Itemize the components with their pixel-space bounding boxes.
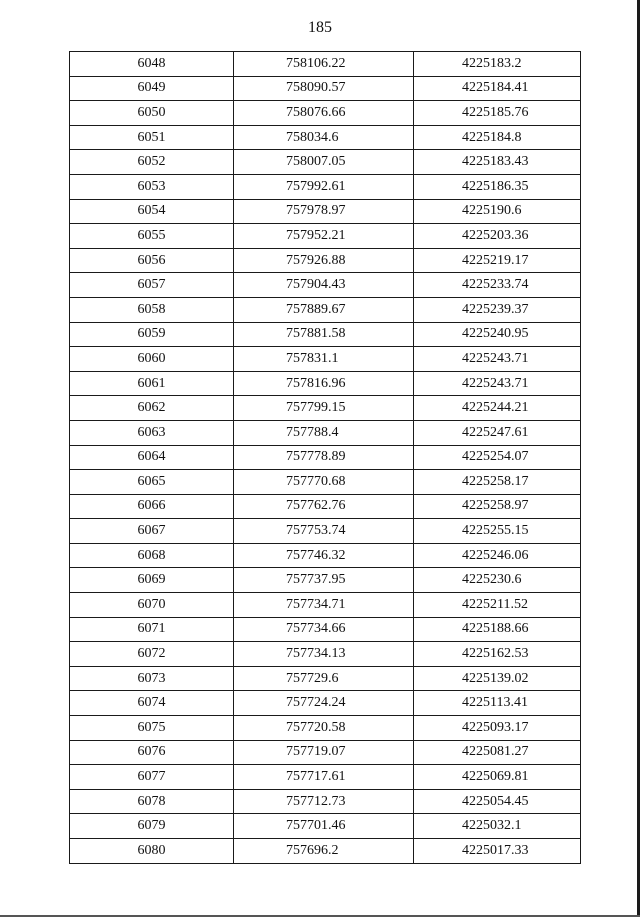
point-id-cell: 6060 <box>70 347 234 372</box>
y-coordinate-cell: 4225185.76 <box>414 101 581 126</box>
table-row <box>70 297 581 322</box>
table-row <box>70 52 581 77</box>
y-coordinate-cell: 4225162.53 <box>414 642 581 667</box>
y-coordinate-cell: 4225255.15 <box>414 519 581 544</box>
y-coordinate-cell: 4225246.06 <box>414 543 581 568</box>
x-coordinate-cell: 757701.46 <box>234 814 414 839</box>
point-id-cell: 6076 <box>70 740 234 765</box>
x-coordinate-cell: 757778.89 <box>234 445 414 470</box>
y-coordinate-cell: 4225093.17 <box>414 716 581 741</box>
table-row <box>70 470 581 495</box>
table-row <box>70 666 581 691</box>
y-coordinate-cell: 4225243.71 <box>414 371 581 396</box>
table-row <box>70 322 581 347</box>
y-coordinate-cell: 4225244.21 <box>414 396 581 421</box>
x-coordinate-cell: 757770.68 <box>234 470 414 495</box>
table-row <box>70 371 581 396</box>
table-row <box>70 839 581 864</box>
x-coordinate-cell: 757734.66 <box>234 617 414 642</box>
x-coordinate-cell: 757753.74 <box>234 519 414 544</box>
point-id-cell: 6062 <box>70 396 234 421</box>
x-coordinate-cell: 757816.96 <box>234 371 414 396</box>
point-id-cell: 6063 <box>70 420 234 445</box>
point-id-cell: 6066 <box>70 494 234 519</box>
table-row <box>70 716 581 741</box>
y-coordinate-cell: 4225184.8 <box>414 125 581 150</box>
point-id-cell: 6053 <box>70 174 234 199</box>
x-coordinate-cell: 758090.57 <box>234 76 414 101</box>
table-row <box>70 519 581 544</box>
point-id-cell: 6075 <box>70 716 234 741</box>
x-coordinate-cell: 757734.71 <box>234 593 414 618</box>
point-id-cell: 6073 <box>70 666 234 691</box>
y-coordinate-cell: 4225183.43 <box>414 150 581 175</box>
point-id-cell: 6054 <box>70 199 234 224</box>
point-id-cell: 6069 <box>70 568 234 593</box>
point-id-cell: 6050 <box>70 101 234 126</box>
y-coordinate-cell: 4225247.61 <box>414 420 581 445</box>
table-row <box>70 814 581 839</box>
point-id-cell: 6048 <box>70 52 234 77</box>
x-coordinate-cell: 757952.21 <box>234 224 414 249</box>
coordinates-table <box>69 51 581 864</box>
y-coordinate-cell: 4225239.37 <box>414 297 581 322</box>
y-coordinate-cell: 4225230.6 <box>414 568 581 593</box>
table-row <box>70 543 581 568</box>
x-coordinate-cell: 757717.61 <box>234 765 414 790</box>
table-row <box>70 789 581 814</box>
point-id-cell: 6067 <box>70 519 234 544</box>
table-row <box>70 740 581 765</box>
point-id-cell: 6065 <box>70 470 234 495</box>
y-coordinate-cell: 4225017.33 <box>414 839 581 864</box>
table-row <box>70 150 581 175</box>
y-coordinate-cell: 4225258.97 <box>414 494 581 519</box>
y-coordinate-cell: 4225233.74 <box>414 273 581 298</box>
x-coordinate-cell: 757712.73 <box>234 789 414 814</box>
x-coordinate-cell: 757881.58 <box>234 322 414 347</box>
table-row <box>70 347 581 372</box>
y-coordinate-cell: 4225139.02 <box>414 666 581 691</box>
table-row <box>70 125 581 150</box>
table-row <box>70 691 581 716</box>
table-row <box>70 765 581 790</box>
point-id-cell: 6056 <box>70 248 234 273</box>
y-coordinate-cell: 4225188.66 <box>414 617 581 642</box>
x-coordinate-cell: 757737.95 <box>234 568 414 593</box>
point-id-cell: 6079 <box>70 814 234 839</box>
table-row <box>70 248 581 273</box>
x-coordinate-cell: 758007.05 <box>234 150 414 175</box>
y-coordinate-cell: 4225069.81 <box>414 765 581 790</box>
point-id-cell: 6057 <box>70 273 234 298</box>
x-coordinate-cell: 757720.58 <box>234 716 414 741</box>
y-coordinate-cell: 4225081.27 <box>414 740 581 765</box>
point-id-cell: 6052 <box>70 150 234 175</box>
point-id-cell: 6074 <box>70 691 234 716</box>
table-row <box>70 224 581 249</box>
y-coordinate-cell: 4225190.6 <box>414 199 581 224</box>
y-coordinate-cell: 4225184.41 <box>414 76 581 101</box>
point-id-cell: 6055 <box>70 224 234 249</box>
x-coordinate-cell: 757734.13 <box>234 642 414 667</box>
point-id-cell: 6080 <box>70 839 234 864</box>
point-id-cell: 6064 <box>70 445 234 470</box>
table-row <box>70 199 581 224</box>
y-coordinate-cell: 4225254.07 <box>414 445 581 470</box>
point-id-cell: 6068 <box>70 543 234 568</box>
coordinates-table-body <box>70 52 581 864</box>
page-number: 185 <box>308 19 332 36</box>
point-id-cell: 6061 <box>70 371 234 396</box>
table-row <box>70 593 581 618</box>
point-id-cell: 6071 <box>70 617 234 642</box>
table-row <box>70 494 581 519</box>
table-row <box>70 174 581 199</box>
x-coordinate-cell: 757926.88 <box>234 248 414 273</box>
y-coordinate-cell: 4225243.71 <box>414 347 581 372</box>
table-row <box>70 617 581 642</box>
x-coordinate-cell: 757889.67 <box>234 297 414 322</box>
y-coordinate-cell: 4225032.1 <box>414 814 581 839</box>
point-id-cell: 6077 <box>70 765 234 790</box>
table-row <box>70 642 581 667</box>
x-coordinate-cell: 758106.22 <box>234 52 414 77</box>
x-coordinate-cell: 757992.61 <box>234 174 414 199</box>
point-id-cell: 6058 <box>70 297 234 322</box>
y-coordinate-cell: 4225219.17 <box>414 248 581 273</box>
x-coordinate-cell: 757799.15 <box>234 396 414 421</box>
y-coordinate-cell: 4225211.52 <box>414 593 581 618</box>
table-row <box>70 445 581 470</box>
x-coordinate-cell: 757762.76 <box>234 494 414 519</box>
table-row <box>70 273 581 298</box>
y-coordinate-cell: 4225054.45 <box>414 789 581 814</box>
point-id-cell: 6078 <box>70 789 234 814</box>
y-coordinate-cell: 4225258.17 <box>414 470 581 495</box>
table-row <box>70 101 581 126</box>
x-coordinate-cell: 757746.32 <box>234 543 414 568</box>
y-coordinate-cell: 4225186.35 <box>414 174 581 199</box>
point-id-cell: 6070 <box>70 593 234 618</box>
y-coordinate-cell: 4225183.2 <box>414 52 581 77</box>
point-id-cell: 6059 <box>70 322 234 347</box>
x-coordinate-cell: 757831.1 <box>234 347 414 372</box>
x-coordinate-cell: 757724.24 <box>234 691 414 716</box>
y-coordinate-cell: 4225113.41 <box>414 691 581 716</box>
x-coordinate-cell: 758076.66 <box>234 101 414 126</box>
table-row <box>70 76 581 101</box>
point-id-cell: 6049 <box>70 76 234 101</box>
x-coordinate-cell: 758034.6 <box>234 125 414 150</box>
x-coordinate-cell: 757719.07 <box>234 740 414 765</box>
table-row <box>70 420 581 445</box>
x-coordinate-cell: 757696.2 <box>234 839 414 864</box>
point-id-cell: 6051 <box>70 125 234 150</box>
point-id-cell: 6072 <box>70 642 234 667</box>
table-row <box>70 396 581 421</box>
table-row <box>70 568 581 593</box>
x-coordinate-cell: 757978.97 <box>234 199 414 224</box>
x-coordinate-cell: 757904.43 <box>234 273 414 298</box>
x-coordinate-cell: 757729.6 <box>234 666 414 691</box>
y-coordinate-cell: 4225240.95 <box>414 322 581 347</box>
y-coordinate-cell: 4225203.36 <box>414 224 581 249</box>
x-coordinate-cell: 757788.4 <box>234 420 414 445</box>
